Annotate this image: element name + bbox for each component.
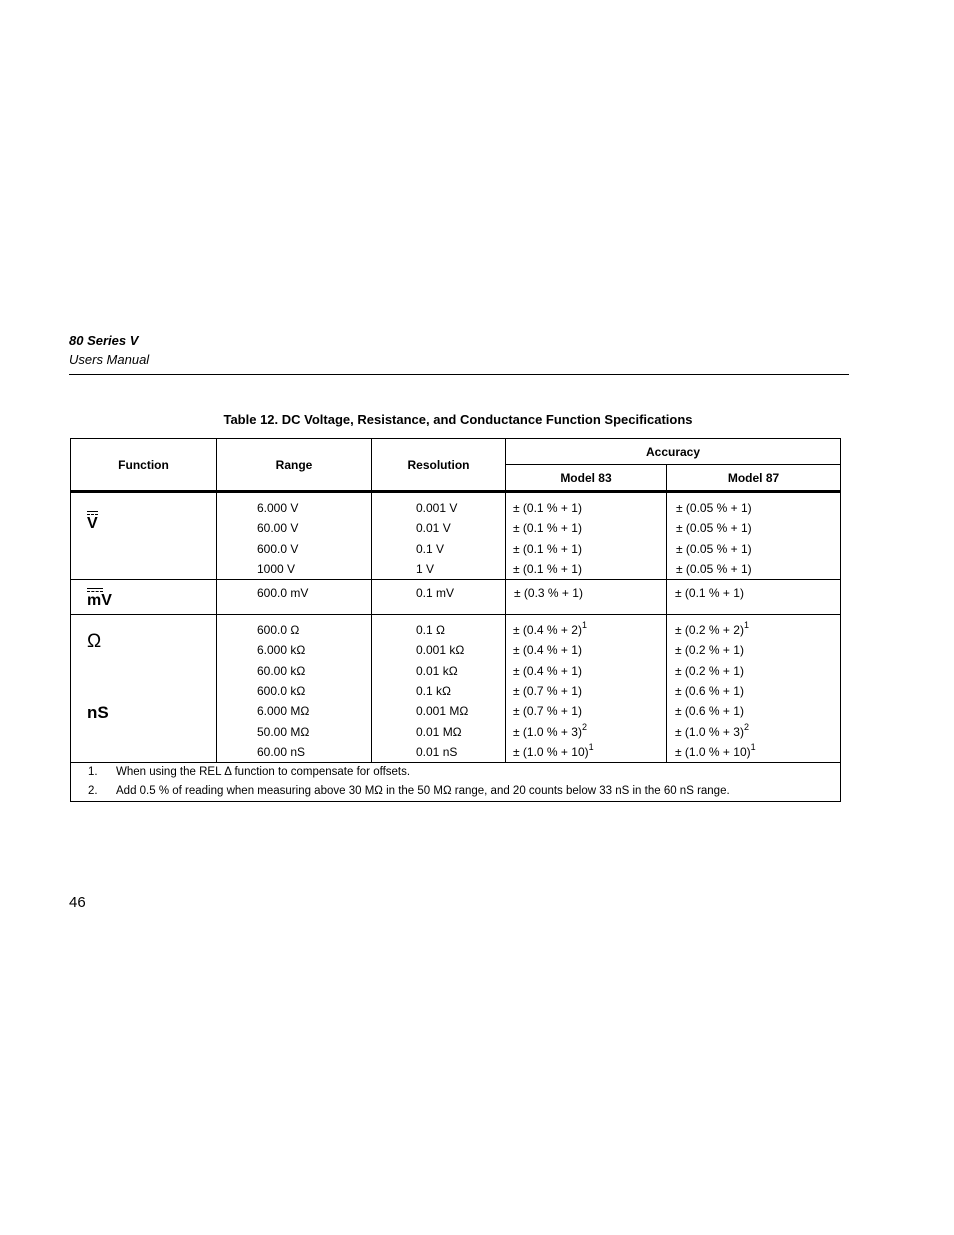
dc-volts-icon [87,511,98,533]
model-83-cell [506,492,667,580]
header-model-83: Model 83 [506,465,667,492]
footnote [71,782,840,801]
model-87-value: ± (0.2 % + 1) [675,663,744,678]
resolution-value: 0.01 V [416,521,451,536]
header-model-87: Model 87 [667,465,841,492]
footnote-ref: 2 [743,721,749,732]
model-87-value: ± (0.05 % + 1) [676,501,752,515]
function-cell-dc-volts [71,492,217,580]
footnote-ref: 1 [581,620,587,631]
header-series-title: 80 Series V [69,333,139,348]
footnote-ref: 1 [750,741,756,752]
resolution-cell [372,615,506,763]
header-range: Range [217,439,372,492]
model-87-value: ± (0.05 % + 1) [676,521,752,536]
model-87-cell [667,615,841,763]
model-83-value: ± (1.0 % + 3)$^2$ [513,721,587,739]
model-83-value: ± (0.4 % + 1) [513,643,582,658]
range-value: 600.0 V [257,541,299,556]
model-87-value: ± (0.05 % + 1) [676,541,752,556]
table-notes-row [71,763,841,802]
function-cell-dc-millivolts [71,580,217,615]
model-83-value: ± (0.7 % + 1) [513,684,582,699]
model-87-value: ± (1.0 % + 3)$^2$ [675,721,749,739]
range-cell [217,580,372,615]
model-83-value: ± (0.1 % + 1) [513,521,582,536]
resolution-value: 1 V [416,561,435,576]
model-83-cell [506,580,667,615]
model-83-value: ± (0.7 % + 1) [513,704,582,719]
model-83-value: ± (1.0 % + 10)$^1$ [513,741,594,759]
resolution-value: 0.1 mV [416,586,455,601]
range-value: 6.000 V [257,501,299,515]
resolution-value: 0.01 kΩ [416,663,458,678]
model-83-value: ± (0.1 % + 1) [513,541,582,556]
header-rule [69,374,849,375]
resolution-cell [372,580,506,615]
table-row [71,580,841,615]
table-row [71,492,841,580]
range-value: 60.00 nS [257,744,306,759]
range-value: 6.000 MΩ [257,704,310,719]
model-87-cell [667,492,841,580]
footnote-text: When using the REL Δ function to compensate for offsets. [116,766,411,779]
model-83-value: ± (0.1 % + 1) [513,501,582,515]
model-87-value: ± (1.0 % + 10)$^1$ [675,741,756,759]
footnote [71,763,840,782]
range-value: 600.0 kΩ [257,684,306,699]
header-accuracy: Accuracy [506,439,841,465]
resolution-value: 0.1 Ω [416,623,445,638]
range-cell [217,492,372,580]
range-value: 50.00 MΩ [257,724,310,739]
model-87-value: ± (0.6 % + 1) [675,704,744,719]
ohm-icon: Ω [87,631,102,653]
header-function: Function [71,439,217,492]
header-resolution: Resolution [372,439,506,492]
range-value: 6.000 kΩ [257,643,306,658]
footnote-ref: 1 [743,620,749,631]
resolution-value: 0.1 V [416,541,445,556]
range-value: 600.0 Ω [257,623,300,638]
function-symbol: mV [87,592,112,610]
footnote-number: 1. [88,766,98,779]
model-83-value: ± (0.1 % + 1) [513,561,582,576]
footnote-number: 2. [88,785,98,798]
resolution-value: 0.01 nS [416,744,458,759]
page-number: 46 [69,894,86,911]
range-value: 1000 V [257,561,296,576]
model-83-value: ± (0.4 % + 1) [513,663,582,678]
nanosiemens-icon: nS [87,703,109,723]
table-notes [71,763,841,802]
resolution-value: 0.01 MΩ [416,724,462,739]
resolution-value: 0.001 V [416,501,458,515]
model-87-value: ± (0.2 % + 2)$^1$ [675,620,749,638]
model-87-value: ± (0.2 % + 1) [675,643,744,658]
function-cell-ohms-ns [71,615,217,763]
footnote-ref: 2 [581,721,587,732]
footnote-ref: 1 [588,741,594,752]
model-87-value: ± (0.1 % + 1) [675,586,744,601]
spec-table [70,438,841,802]
header-manual-title: Users Manual [69,352,150,367]
model-87-cell [667,580,841,615]
resolution-value: 0.001 kΩ [416,643,465,658]
dc-millivolts-icon [87,588,112,610]
resolution-value: 0.1 kΩ [416,684,451,699]
range-value: 60.00 kΩ [257,663,306,678]
range-value: 600.0 mV [257,586,309,601]
model-87-value: ± (0.05 % + 1) [676,561,752,576]
table-row [71,615,841,763]
table-title: Table 12. DC Voltage, Resistance, and Conductance Function Specifications [223,412,693,427]
model-83-value: ± (0.4 % + 2)$^1$ [513,620,587,638]
model-83-value: ± (0.3 % + 1) [514,586,583,601]
range-cell [217,615,372,763]
model-87-value: ± (0.6 % + 1) [675,684,744,699]
footnote-text: Add 0.5 % of reading when measuring above 30 MΩ in the 50 MΩ range, and 20 counts below 33 nS in the 60 nS range. [116,785,730,798]
model-83-cell [506,615,667,763]
resolution-cell [372,492,506,580]
function-symbol: V [87,515,98,532]
range-value: 60.00 V [257,521,299,536]
resolution-value: 0.001 MΩ [416,704,469,719]
table-header-row [71,439,841,465]
